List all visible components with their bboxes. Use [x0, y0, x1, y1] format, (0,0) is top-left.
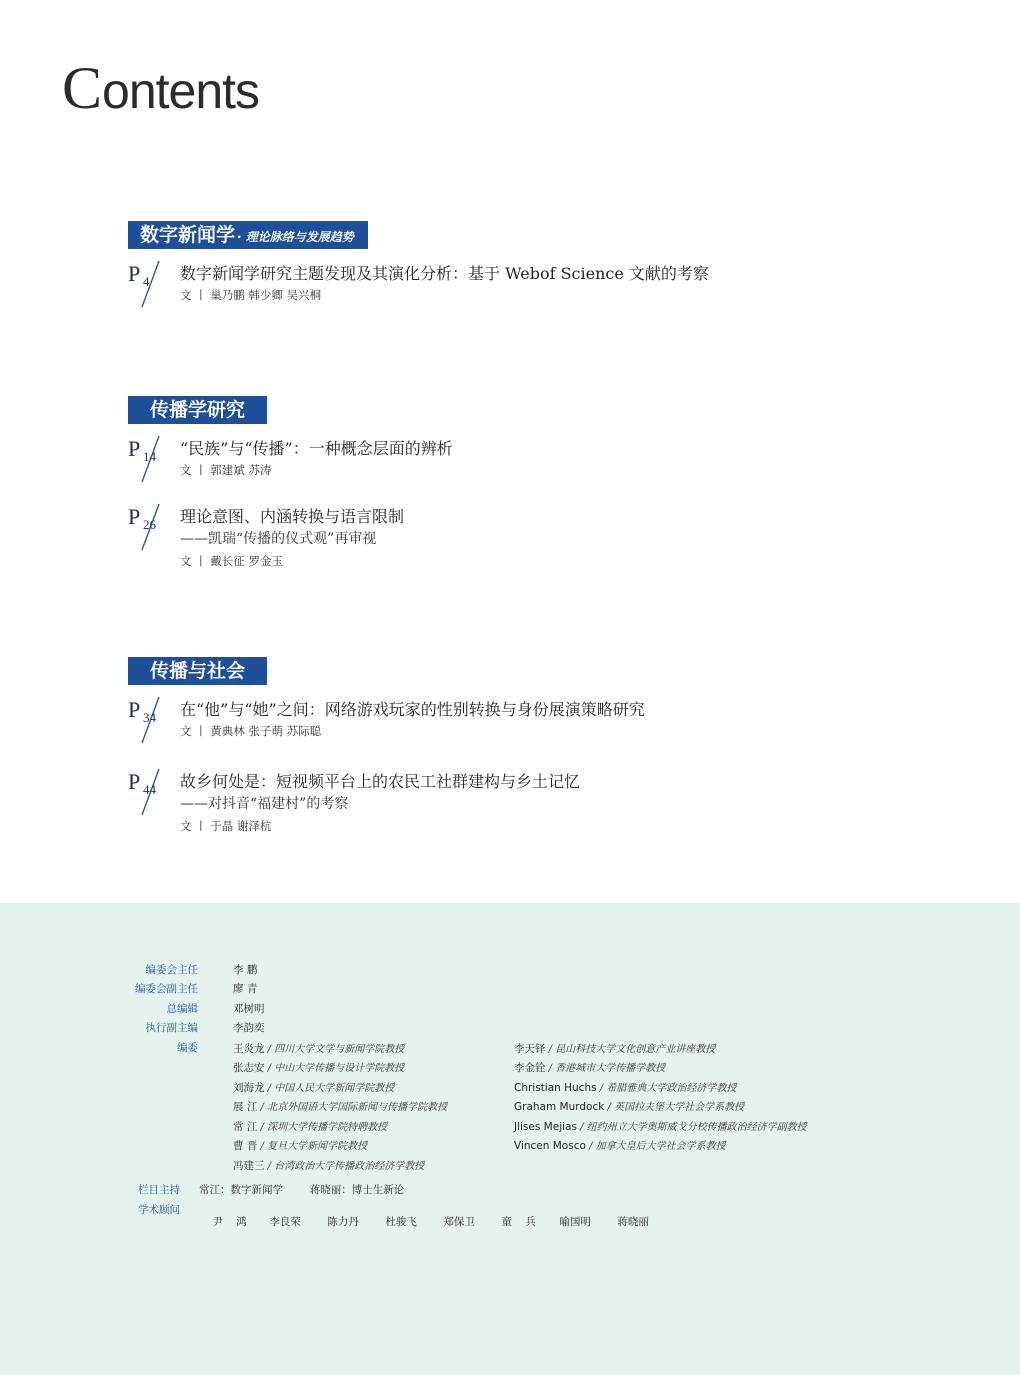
page-number: [128, 502, 176, 562]
member-desc: / 昆山科技大学文化创意产业讲座教授: [545, 1044, 716, 1055]
board-member: [233, 1157, 424, 1173]
board-label: 编委: [177, 1042, 198, 1054]
slash-divider-icon: [138, 695, 162, 745]
page-number: [128, 695, 176, 755]
member-desc: / 香港城市大学传播学教授: [545, 1063, 666, 1074]
section-communication-society: [128, 657, 645, 837]
board-member: [514, 1118, 807, 1133]
role-row: [100, 981, 198, 995]
role-label: 总编辑: [166, 1003, 198, 1015]
role-name: 李韵奕: [233, 1022, 265, 1034]
section-header-title: 传播与社会: [150, 660, 246, 682]
page-number-prefix: P: [128, 504, 141, 529]
toc-entry[interactable]: [128, 259, 709, 319]
entry-authors: 文 丨 黄典林 张子萌 苏际聪: [180, 724, 322, 738]
member-name: Vincen Mosco: [514, 1140, 586, 1152]
page-number-prefix: P: [128, 261, 141, 286]
board-member: [233, 1079, 394, 1095]
member-name: 李天铎: [514, 1043, 546, 1055]
board-member: [514, 1040, 715, 1056]
role-label: 编委会副主任: [135, 983, 198, 995]
member-desc: / 中山大学传播与设计学院教授: [264, 1063, 405, 1074]
page-number-value: 34: [143, 710, 156, 725]
board-member: [514, 1079, 736, 1094]
entry-subtitle: ——对抖音“福建村”的考察: [180, 796, 349, 812]
advisor-name: 童 兵: [501, 1216, 536, 1228]
page-number-value: 14: [143, 449, 156, 464]
entry-subtitle: ——凯瑞“传播的仪式观”再审视: [180, 531, 377, 547]
section-header: [128, 221, 368, 249]
board-member: [514, 1137, 726, 1152]
section-header-title: 数字新闻学: [140, 224, 236, 246]
page-number: [128, 434, 176, 494]
section-header-title: 传播学研究: [150, 399, 246, 421]
toc-entry[interactable]: [128, 434, 453, 494]
board-member: [233, 1137, 367, 1153]
board-member: [233, 1059, 404, 1075]
member-desc: / 加拿大皇后大学社会学系教授: [585, 1141, 726, 1152]
role-row: [100, 1001, 198, 1015]
member-desc: / 北京外国语大学国际新闻与传播学院教授: [257, 1102, 448, 1113]
entry-title: 数字新闻学研究主题发现及其演化分析：基于 Webof Science 文献的考察: [180, 264, 709, 283]
toc-entry[interactable]: [128, 695, 645, 755]
entry-authors: 文 丨 戴长征 罗金玉: [180, 554, 283, 568]
column-hosts-label: 栏目主持: [138, 1184, 180, 1196]
section-communication-studies: [128, 396, 453, 572]
advisor-name: 杜骏飞: [385, 1216, 417, 1228]
role-row: [100, 1020, 198, 1034]
slash-divider-icon: [138, 434, 162, 484]
section-header: [128, 657, 267, 685]
entry-title: 故乡何处是：短视频平台上的农民工社群建构与乡土记忆: [180, 772, 581, 791]
member-name: 刘海龙: [233, 1082, 265, 1094]
column-hosts-row: [138, 1182, 180, 1197]
entry-authors: 文 丨 巢乃鹏 韩少卿 吴兴桐: [180, 288, 322, 302]
advisors-list: [199, 1202, 649, 1241]
role-name: 廖 青: [233, 983, 258, 995]
section-header-subtitle: · 理论脉络与发展趋势: [237, 230, 354, 244]
page-number-value: 44: [143, 782, 156, 797]
page-number: [128, 259, 176, 319]
advisor-name: 喻国明: [559, 1216, 591, 1228]
page-number-value: 4: [143, 274, 150, 289]
masthead-panel: [0, 903, 1020, 1375]
member-name: Jlises Mejias: [514, 1121, 577, 1133]
member-name: Christian Huchs: [514, 1082, 597, 1094]
entry-title: 在“他”与“她”之间：网络游戏玩家的性别转换与身份展演策略研究: [180, 700, 645, 719]
role-label: 编委会主任: [145, 964, 198, 976]
advisor-name: 蒋晓丽: [617, 1216, 649, 1228]
page-number-prefix: P: [128, 697, 141, 722]
member-desc: / 深圳大学传播学院特聘教授: [257, 1122, 388, 1133]
entry-authors: 文 丨 郭建斌 苏涛: [180, 463, 272, 477]
advisor-name: 尹 鸿: [212, 1216, 247, 1228]
entry-title: “民族”与“传播”：一种概念层面的辨析: [180, 439, 453, 458]
board-member: [233, 1040, 404, 1056]
advisor-name: 郑保卫: [443, 1216, 475, 1228]
member-name: 王炎龙: [233, 1043, 265, 1055]
page-title: [62, 55, 260, 121]
member-desc: / 复旦大学新闻学院教授: [257, 1141, 368, 1152]
advisors-label: 学术顾问: [138, 1204, 180, 1216]
entry-authors: 文 丨 于晶 谢泽杭: [180, 819, 272, 833]
member-name: 曹 晋: [233, 1140, 258, 1152]
toc-entry[interactable]: [128, 502, 405, 572]
slash-divider-icon: [138, 502, 162, 552]
page-number-value: 26: [143, 517, 156, 532]
member-name: Graham Murdock: [514, 1101, 605, 1113]
member-desc: / 英国拉夫堡大学社会学系教授: [604, 1102, 745, 1113]
entry-title: 理论意图、内涵转换与语言限制: [180, 507, 405, 526]
member-desc: / 台湾政治大学传播政治经济学教授: [264, 1161, 425, 1172]
slash-divider-icon: [138, 767, 162, 817]
board-member: [514, 1098, 744, 1113]
board-member: [514, 1059, 665, 1075]
board-member: [233, 1118, 387, 1134]
role-row: [100, 962, 198, 976]
title-initial: C: [62, 55, 103, 121]
member-name: 李金铨: [514, 1062, 546, 1074]
slash-divider-icon: [138, 259, 162, 309]
member-name: 常 江: [233, 1121, 258, 1133]
advisor-name: 陈力丹: [327, 1216, 359, 1228]
page-number-prefix: P: [128, 769, 141, 794]
member-name: 张志安: [233, 1062, 265, 1074]
section-digital-journalism: [128, 221, 709, 319]
advisor-name: 李良荣: [269, 1216, 301, 1228]
toc-entry[interactable]: [128, 767, 581, 837]
page-number: [128, 767, 176, 827]
role-label: 执行副主编: [145, 1022, 198, 1034]
board-member: [233, 1098, 447, 1114]
advisors-row: [138, 1202, 180, 1217]
role-name: 李 鹏: [233, 964, 258, 976]
section-header: [128, 396, 267, 424]
member-desc: / 希腊雅典大学政治经济学教授: [596, 1083, 737, 1094]
member-name: 展 江: [233, 1101, 258, 1113]
member-desc: / 纽约州立大学奥斯威戈分校传播政治经济学副教授: [576, 1122, 807, 1133]
page-number-prefix: P: [128, 436, 141, 461]
member-desc: / 四川大学文学与新闻学院教授: [264, 1044, 405, 1055]
column-hosts-value: 常江：数字新闻学 蒋晓丽：博士生新论: [199, 1184, 405, 1196]
title-rest: ontents: [102, 63, 260, 119]
role-name: 邓树明: [233, 1003, 265, 1015]
member-desc: / 中国人民大学新闻学院教授: [264, 1083, 395, 1094]
member-name: 冯建三: [233, 1160, 265, 1172]
board-label-row: [100, 1040, 198, 1054]
